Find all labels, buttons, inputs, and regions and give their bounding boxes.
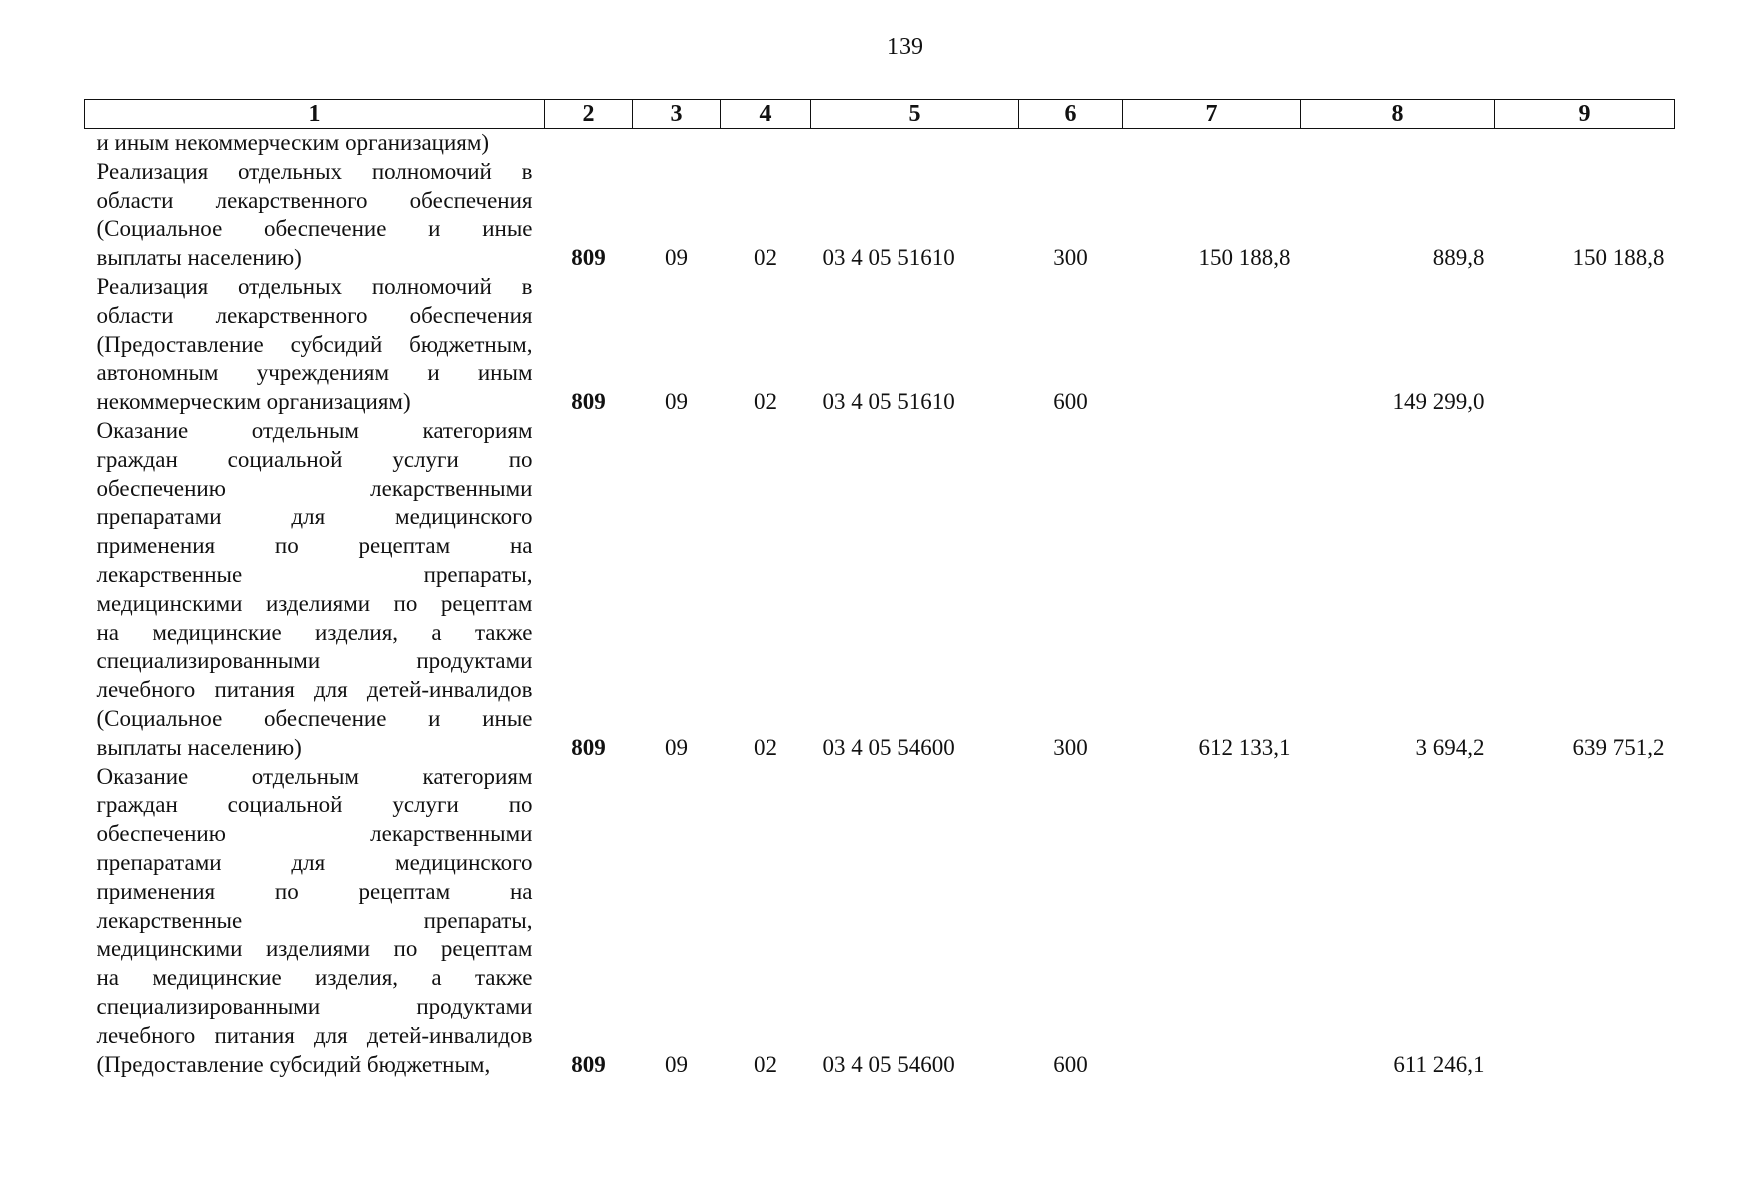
cell-amount-col9 (1495, 129, 1675, 158)
description-line: обеспечению лекарственными (96, 475, 533, 501)
cell-section: 09 (665, 245, 688, 271)
description-line: специализированными продуктами (96, 648, 533, 674)
cell-amount-col7 (1123, 763, 1301, 1080)
page-number: 139 (887, 34, 923, 60)
description-line: лекарственные препараты, (96, 907, 533, 933)
description-line: (Социальное обеспечение и иные (96, 216, 533, 242)
description-line: Реализация отдельных полномочий в (96, 273, 533, 299)
description-line: граждан социальной услуги по (96, 792, 533, 818)
cell-expense-type: 300 (1053, 734, 1088, 760)
cell-ministry: 809 (571, 734, 606, 760)
description-line: выплаты населению) (96, 245, 302, 271)
cell-expense-type (1019, 129, 1123, 158)
cell-section (633, 129, 721, 158)
cell-amount-col9: 150 188,8 (1572, 245, 1665, 271)
table-body (85, 129, 1675, 1080)
cell-target-article (811, 129, 1019, 158)
description-line: (Предоставление субсидий бюджетным, (96, 331, 533, 357)
cell-amount-col8: 889,8 (1432, 245, 1485, 271)
cell-amount-col7 (1123, 273, 1301, 417)
header-col-6: 6 (1019, 100, 1123, 129)
budget-table (84, 99, 1675, 1079)
description-line: препаратами для медицинского (96, 849, 533, 875)
description-line: обеспечению лекарственными (96, 821, 533, 847)
cell-target-article: 03 4 05 54600 (822, 1051, 955, 1077)
description-line: граждан социальной услуги по (96, 446, 533, 472)
header-col-1: 1 (85, 100, 545, 129)
description-line: применения по рецептам на (96, 533, 533, 559)
cell-amount-col9: 639 751,2 (1572, 734, 1665, 760)
cell-ministry: 809 (571, 1051, 606, 1077)
cell-target-article: 03 4 05 51610 (822, 245, 955, 271)
description-line: на медицинские изделия, а также (96, 619, 533, 645)
table-row (85, 417, 1675, 763)
cell-subsection (721, 129, 811, 158)
description-line: области лекарственного обеспечения (96, 302, 533, 328)
header-col-5: 5 (811, 100, 1019, 129)
cell-section: 09 (665, 389, 688, 415)
table-row (85, 129, 1675, 158)
header-col-4: 4 (721, 100, 811, 129)
table-row (85, 273, 1675, 417)
cell-target-article: 03 4 05 51610 (822, 389, 955, 415)
cell-subsection: 02 (754, 1051, 777, 1077)
cell-expense-type: 600 (1053, 389, 1088, 415)
cell-description (85, 129, 545, 158)
description-line: (Социальное обеспечение и иные (96, 705, 533, 731)
cell-amount-col8: 611 246,1 (1393, 1051, 1485, 1077)
header-col-9: 9 (1495, 100, 1675, 129)
cell-description (85, 417, 545, 763)
description-line: выплаты населению) (96, 734, 302, 760)
cell-amount-col7: 150 188,8 (1198, 245, 1291, 271)
cell-section: 09 (665, 734, 688, 760)
description-line: Оказание отдельным категориям (96, 417, 533, 443)
cell-expense-type: 600 (1053, 1051, 1088, 1077)
description-line: препаратами для медицинского (96, 504, 533, 530)
cell-ministry: 809 (571, 245, 606, 271)
table-row (85, 158, 1675, 273)
cell-amount-col8: 3 694,2 (1415, 734, 1485, 760)
description-line: специализированными продуктами (96, 993, 533, 1019)
cell-ministry (545, 129, 633, 158)
description-line: медицинскими изделиями по рецептам (96, 936, 533, 962)
cell-amount-col7 (1123, 129, 1301, 158)
description-line: применения по рецептам на (96, 878, 533, 904)
description-line: автономным учреждениям и иным (96, 360, 533, 386)
cell-description (85, 763, 545, 1080)
description-line: медицинскими изделиями по рецептам (96, 590, 533, 616)
header-col-2: 2 (545, 100, 633, 129)
cell-ministry: 809 (571, 389, 606, 415)
header-col-3: 3 (633, 100, 721, 129)
description-line: Оказание отдельным категориям (96, 763, 533, 789)
table-header (85, 100, 1675, 129)
cell-amount-col9 (1495, 763, 1675, 1080)
cell-description (85, 158, 545, 273)
table-row (85, 763, 1675, 1080)
header-col-8: 8 (1301, 100, 1495, 129)
description-line: лечебного питания для детей-инвалидов (96, 1022, 533, 1048)
cell-description (85, 273, 545, 417)
cell-expense-type: 300 (1053, 245, 1088, 271)
cell-amount-col9 (1495, 273, 1675, 417)
cell-target-article: 03 4 05 54600 (822, 734, 955, 760)
header-row (85, 100, 1675, 129)
cell-subsection: 02 (754, 389, 777, 415)
cell-section: 09 (665, 1051, 688, 1077)
cell-amount-col8 (1301, 129, 1495, 158)
description-line: и иным некоммерческим организациям) (96, 130, 490, 155)
description-line: некоммерческим организациям) (96, 389, 411, 415)
cell-amount-col8: 149 299,0 (1392, 389, 1485, 415)
description-line: Реализация отдельных полномочий в (96, 158, 533, 184)
description-line: лечебного питания для детей-инвалидов (96, 677, 533, 703)
description-line: на медицинские изделия, а также (96, 965, 533, 991)
description-line: лекарственные препараты, (96, 561, 533, 587)
cell-subsection: 02 (754, 734, 777, 760)
cell-amount-col7: 612 133,1 (1198, 734, 1291, 760)
header-col-7: 7 (1123, 100, 1301, 129)
cell-subsection: 02 (754, 245, 777, 271)
description-line: области лекарственного обеспечения (96, 187, 533, 213)
description-line: (Предоставление субсидий бюджетным, (96, 1051, 491, 1077)
